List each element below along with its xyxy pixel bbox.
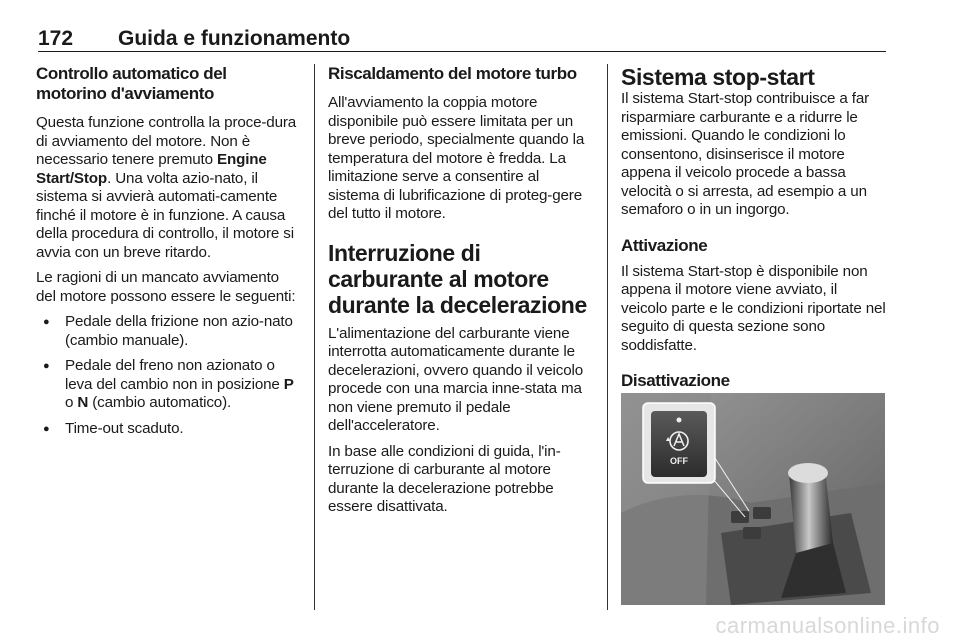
console-illustration xyxy=(621,393,885,605)
text: . Una volta azio-nato, il sistema si avvierà automati-camente finché il motore è in funzione. A causa della procedura di controllo, il motore si avvia con un breve ritardo. xyxy=(36,169,294,261)
console-photo xyxy=(621,393,885,605)
section-heading-auto-starter: Controllo automatico del motorino d'avviamento xyxy=(36,64,227,103)
bold-term: N xyxy=(77,394,89,411)
watermark: carmanualsonline.info xyxy=(715,613,940,638)
off-label: OFF xyxy=(670,456,688,466)
paragraph: Il sistema Start-stop contribuisce a far risparmiare carburante e a ridurre le emissioni. Quando le condizioni lo consentono, disinserisce il motore appena il veicolo procede a bassa velocità o si arresta, ad esempio a un semaforo o in un ingorgo. xyxy=(621,90,870,218)
page-number: 172 xyxy=(38,27,74,50)
paragraph: L'alimentazione del carburante viene interrotta automaticamente durante le decelerazioni, ovvero quando il veicolo procede con una marcia inne-stata ma non viene premuto il pedale dell'acceleratore. xyxy=(328,324,584,434)
text: o xyxy=(65,394,78,411)
bold-term: P xyxy=(283,375,294,393)
list-item: ● Pedale della frizione non azio-nato (cambio manuale). xyxy=(36,313,300,350)
list-item xyxy=(36,357,300,413)
header-rule xyxy=(38,51,886,52)
subheading-activation: Attivazione xyxy=(621,235,708,255)
paragraph: In base alle condizioni di guida, l'in-terruzione di carburante al motore durante la decelerazione potrebbe essere disattivata. xyxy=(328,442,561,515)
column-1 xyxy=(36,64,300,438)
column-divider-1 xyxy=(314,64,315,610)
text: Questa funzione controlla la proce-dura di avviamento del motore. Non è necessario tenere premuto xyxy=(36,114,297,168)
text: Pedale del freno non azionato o leva del cambio non in posizione xyxy=(65,357,280,393)
subheading-deactivation: Disattivazione xyxy=(621,371,730,390)
bullet-list xyxy=(36,313,300,438)
section-heading-stop-start: Sistema stop-start xyxy=(621,64,815,90)
section-heading-fuel-cutoff: Interruzione di carburante al motore durante la decelerazione xyxy=(328,239,587,318)
bold-term: Engine Start/Stop xyxy=(36,151,267,187)
paragraph: Il sistema Start-stop è disponibile non appena il motore viene avviato, il veicolo parte e le condizioni riportate nel seguito di questa sezione sono soddisfatte. xyxy=(621,262,886,354)
indicator-led xyxy=(677,418,682,423)
section-heading-turbo: Riscaldamento del motore turbo xyxy=(328,64,577,83)
text: (cambio automatico). xyxy=(88,394,232,411)
column-2 xyxy=(328,64,594,517)
list-item: ● Time-out scaduto. xyxy=(36,420,300,439)
paragraph: Le ragioni di un mancato avviamento del motore possono essere le seguenti: xyxy=(36,269,296,305)
column-divider-2 xyxy=(607,64,608,610)
paragraph: All'avviamento la coppia motore disponibile può essere limitata per un breve periodo, specialmente quando la temperatura del motore è fredda. La limitazione serve a consentire al sistema di lubrificazione di proteg-gere del tutto il motore. xyxy=(328,94,585,222)
page-header xyxy=(38,26,886,52)
chapter-title: Guida e funzionamento xyxy=(118,27,351,50)
column-3 xyxy=(621,64,887,391)
paragraph xyxy=(36,114,300,262)
